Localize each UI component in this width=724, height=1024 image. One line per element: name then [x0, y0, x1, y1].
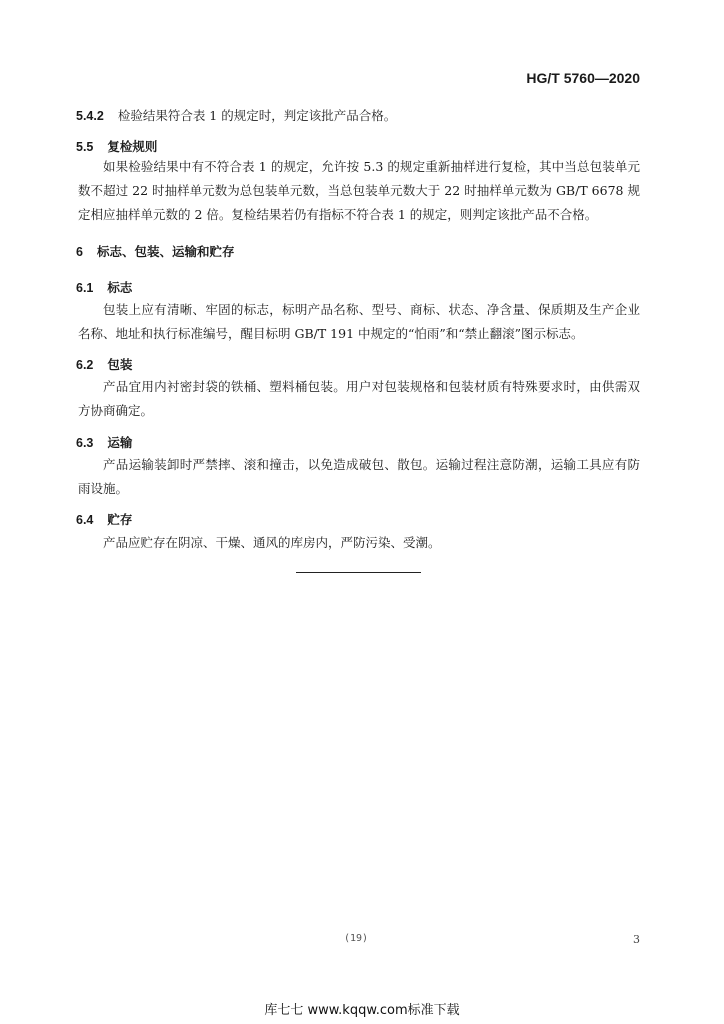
clause-5-4-2: [76, 106, 396, 124]
clause-number: 5.4.2: [76, 109, 104, 123]
chapter-number: 6: [76, 245, 83, 259]
heading-title: 包装: [107, 358, 133, 372]
chapter-title: 标志、包装、运输和贮存: [96, 245, 235, 259]
clause-number: 5.5: [76, 140, 94, 154]
page-number: 3: [633, 933, 640, 946]
paragraph-5-5: 如果检验结果中有不符合表 1 的规定，允许按 5.3 的规定重新抽样进行复检，其中当总包装单元数不超过 22 时抽样单元数为总包装单元数，当总包装单元数大于 22 时抽样单元数为 GB/T 6678 规定相应抽样单元数的 2 倍。复检结果若仍有指标不符合表 1 的规定，则判定该批产品不合格。: [78, 159, 640, 222]
paragraph-6-1: 包装上应有清晰、牢固的标志，标明产品名称、型号、商标、状态、净含量、保质期及生产企业名称、地址和执行标准编号，醒目标明 GB/T 191 中规定的“怕雨”和“禁止翻滚”图示标志。: [78, 302, 640, 341]
heading-title: 标志: [107, 281, 133, 295]
download-watermark: 库七七 www.kqqw.com标准下载: [264, 1003, 460, 1018]
paragraph-6-3: 产品运输装卸时严禁摔、滚和撞击，以免造成破包、散包。运输过程注意防潮，运输工具应有防雨设施。: [78, 457, 640, 496]
clause-number: 6.4: [76, 513, 94, 527]
paragraph-6-4: 产品应贮存在阴凉、干燥、通风的库房内，严防污染、受潮。: [103, 535, 441, 550]
heading-title: 运输: [107, 436, 133, 450]
footer-center-mark: (19): [344, 933, 369, 944]
heading-6: [76, 242, 234, 260]
paragraph-6-2: 产品宜用内衬密封袋的铁桶、塑料桶包装。用户对包装规格和包装材质有特殊要求时，由供需双方协商确定。: [78, 379, 640, 418]
clause-number: 6.2: [76, 358, 94, 372]
heading-6-3: [76, 433, 132, 451]
standard-code: HG/T 5760—2020: [526, 70, 640, 86]
clause-text: 检验结果符合表 1 的规定时，判定该批产品合格。: [117, 108, 397, 123]
heading-title: 复检规则: [107, 140, 158, 154]
clause-number: 6.1: [76, 281, 94, 295]
heading-title: 贮存: [107, 513, 133, 527]
clause-number: 6.3: [76, 436, 94, 450]
end-of-document-rule: [296, 572, 421, 573]
heading-6-2: [76, 355, 132, 373]
heading-6-4: [76, 510, 132, 528]
heading-6-1: [76, 278, 132, 296]
heading-5-5: [76, 137, 157, 155]
